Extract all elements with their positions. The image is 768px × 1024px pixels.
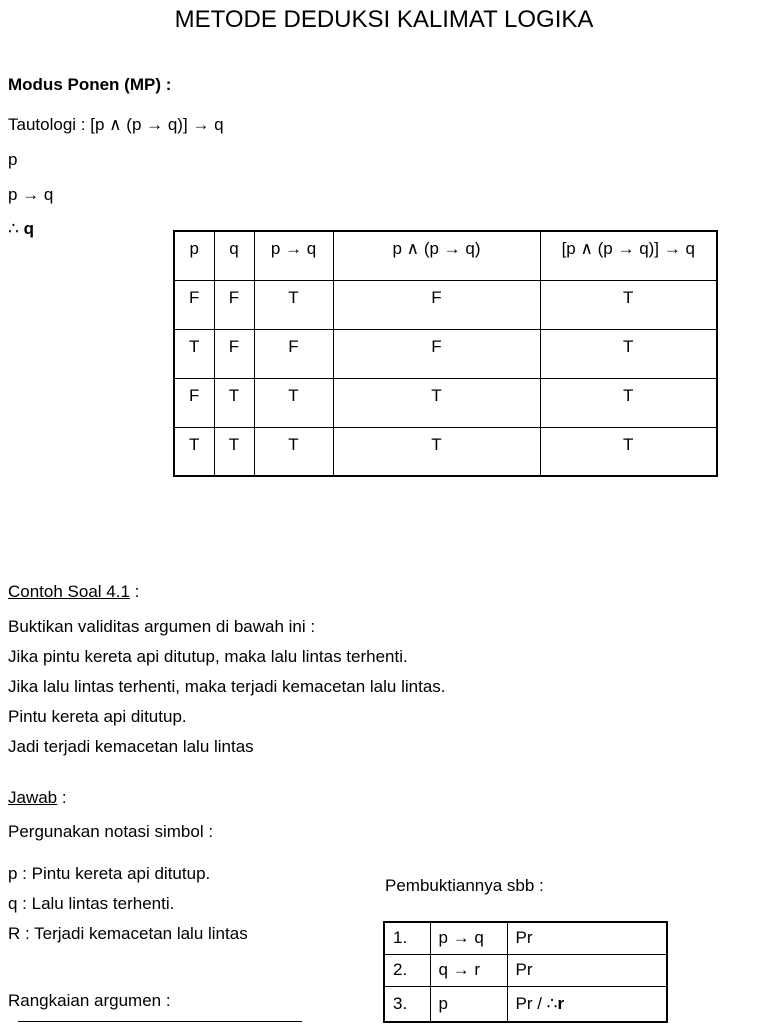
proof-reason: Pr (507, 954, 667, 986)
table-cell: F (333, 329, 540, 378)
table-cell: T (214, 378, 254, 427)
truth-table-header-cell: q (214, 231, 254, 280)
example-line: Buktikan validitas argumen di bawah ini : (8, 617, 316, 636)
proof-statement: p → q (430, 922, 507, 954)
truth-table-header-cell: p ∧ (p → q) (333, 231, 540, 280)
proof-reason: Pr (507, 922, 667, 954)
table-row (384, 986, 667, 1022)
table-cell: T (540, 427, 717, 476)
answer-heading (8, 788, 67, 808)
notation-p: p : Pintu kereta api ditutup. (8, 864, 211, 883)
argument-label: Rangkaian argumen : (8, 991, 171, 1010)
premise-p: p (8, 150, 18, 169)
table-cell: F (214, 280, 254, 329)
table-cell: F (174, 378, 214, 427)
table-cell: T (174, 329, 214, 378)
table-cell: T (333, 427, 540, 476)
table-cell: T (254, 378, 333, 427)
table-cell: F (254, 329, 333, 378)
notation-r: R : Terjadi kemacetan lalu lintas (8, 924, 248, 943)
table-cell: T (333, 378, 540, 427)
notation-q: q : Lalu lintas terhenti. (8, 894, 175, 913)
table-cell: T (540, 280, 717, 329)
table-cell: F (174, 280, 214, 329)
proof-step-number: 3. (384, 986, 430, 1022)
table-cell: T (174, 427, 214, 476)
answer-label-suffix: : (57, 788, 67, 807)
table-row (174, 280, 717, 329)
example-label: Contoh Soal 4.1 (8, 582, 130, 601)
example-line: Jadi terjadi kemacetan lalu lintas (8, 737, 254, 756)
proof-step-number: 1. (384, 922, 430, 954)
table-row (174, 427, 717, 476)
table-cell: T (254, 427, 333, 476)
therefore-symbol: ∴ (8, 219, 19, 238)
table-row (174, 378, 717, 427)
notation-intro: Pergunakan notasi simbol : (8, 822, 214, 841)
proof-intro: Pembuktiannya sbb : (385, 876, 544, 895)
page-title: METODE DEDUKSI KALIMAT LOGIKA (174, 6, 594, 33)
table-cell: F (214, 329, 254, 378)
table-row (384, 922, 667, 954)
example-line: Jika lalu lintas terhenti, maka terjadi kemacetan lalu lintas. (8, 677, 446, 696)
modus-ponen-heading: Modus Ponen (MP) : (8, 75, 172, 94)
proof-reason: Pr / ∴r (507, 986, 667, 1022)
answer-label: Jawab (8, 788, 58, 807)
truth-table-header-row (174, 231, 717, 280)
tautology-line: Tautologi : [p ∧ (p → q)] → q (8, 115, 224, 134)
table-row (384, 954, 667, 986)
conclusion-line (8, 219, 34, 239)
proof-statement: q → r (430, 954, 507, 986)
premise-p-implies-q: p → q (8, 185, 54, 204)
truth-table-header-cell: p → q (254, 231, 333, 280)
table-row (174, 329, 717, 378)
proof-table (383, 921, 668, 1023)
table-cell: T (540, 378, 717, 427)
truth-table-header-cell: [p ∧ (p → q)] → q (540, 231, 717, 280)
example-line: Jika pintu kereta api ditutup, maka lalu lintas terhenti. (8, 647, 408, 666)
table-cell: T (540, 329, 717, 378)
table-cell: T (254, 280, 333, 329)
table-cell: F (333, 280, 540, 329)
table-cell: T (214, 427, 254, 476)
truth-table-header-cell: p (174, 231, 214, 280)
proof-statement: p (430, 986, 507, 1022)
conclusion-q: q (23, 219, 34, 238)
example-heading (8, 582, 139, 602)
proof-step-number: 2. (384, 954, 430, 986)
truth-table (173, 230, 718, 477)
argument-underline (18, 1021, 302, 1022)
example-label-suffix: : (129, 582, 140, 601)
example-line: Pintu kereta api ditutup. (8, 707, 187, 726)
